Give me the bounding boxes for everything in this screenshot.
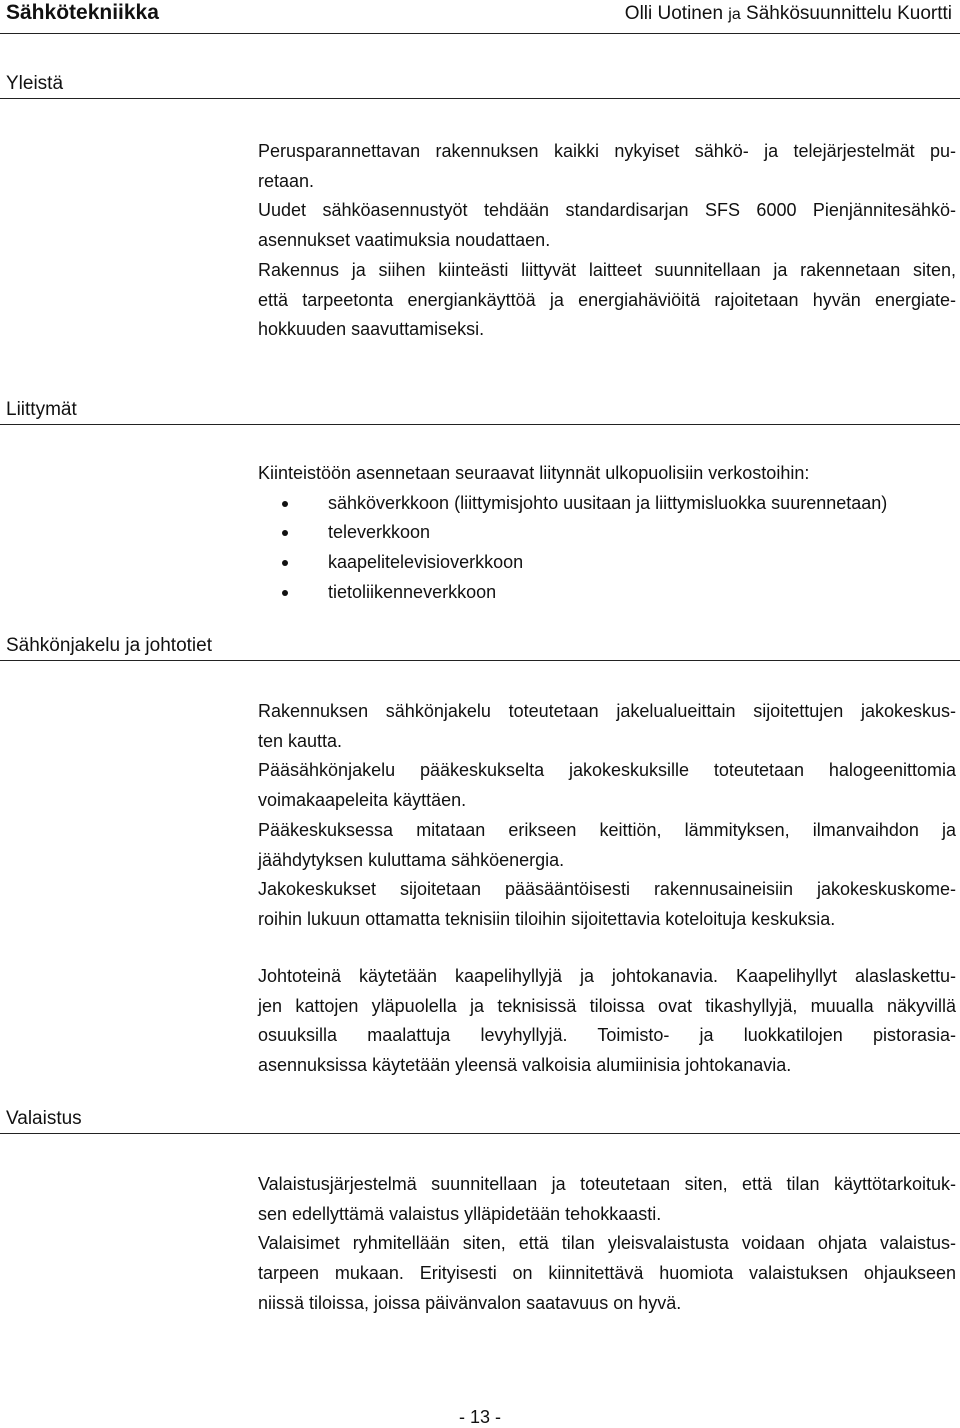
bullet-icon [282, 560, 288, 566]
text-line: Rakennus ja siihen kiinteästi liittyvät laitteet suunnitellaan ja rakennetaan siten, [258, 259, 956, 280]
text-line: Valaisimet ryhmitellään siten, että tilan yleisvalaistusta voidaan ohjata valaistus- [258, 1233, 956, 1254]
text-line: asennukset vaatimuksia noudattaen. [258, 230, 551, 251]
list-item-text: televerkkoon [328, 522, 431, 543]
section-body-sahkonjakelu-para2 [258, 962, 956, 1081]
text-line: Valaistusjärjestelmä suunnitellaan ja toteutetaan siten, että tilan käyttötarkoituk- [258, 1174, 956, 1194]
text-line: Johtoteinä käytetään kaapelihyllyjä ja johtokanavia. Kaapelihyllyt alaslaskettu- [258, 966, 956, 986]
text-line: jen kattojen yläpuolella ja teknisissä tiloissa ovat tikashyllyjä, muualla näkyvillä [258, 995, 956, 1016]
list-item-text: sähköverkkoon (liittymisjohto uusitaan ja liittymisluokka suurennetaan) [328, 492, 888, 513]
text-line: roihin lukuun ottamatta teknisiin tiloihin sijoitettavia koteloituja keskuksia. [258, 908, 836, 929]
text-line: niissä tiloissa, joissa päivänvalon saatavuus on hyvä. [258, 1292, 682, 1313]
text-line: Pääsähkönjakelu pääkeskukselta jakokeskuksille toteutetaan halogeenittomia [258, 760, 956, 781]
page-header [0, 0, 960, 34]
section-body-liittymat [258, 459, 956, 608]
text-line: retaan. [258, 170, 315, 191]
text-line: Uudet sähköasennustyöt tehdään standardisarjan SFS 6000 Pienjännitesähkö- [258, 200, 956, 221]
list-item [258, 518, 956, 548]
text-line: Perusparannettavan rakennuksen kaikki nykyiset sähkö- ja telejärjestelmät pu- [258, 141, 956, 161]
text-line: jäähdytyksen kuluttama sähköenergia. [258, 849, 565, 870]
text-line: sen edellyttämä valaistus ylläpidetään tehokkaasti. [258, 1203, 662, 1224]
bullet-icon [282, 590, 288, 596]
text-line: Jakokeskukset sijoitetaan pääsääntöisesti rakennusaineisiin jakokeskuskome- [258, 879, 956, 900]
list-item-text: tietoliikenneverkkoon [328, 581, 497, 602]
section-heading-valaistus [0, 1105, 960, 1134]
section-heading-text: Valaistus [6, 1108, 82, 1129]
page-number: - 13 - [458, 1407, 501, 1427]
document-author [625, 2, 952, 27]
bullet-list [258, 489, 956, 608]
section-heading-text: Sähkönjakelu ja johtotiet [6, 635, 212, 656]
section-heading-liittymat [0, 396, 960, 425]
text-line: ten kautta. [258, 730, 343, 751]
document-title: Sähkötekniikka [6, 1, 159, 24]
list-item-text: kaapelitelevisioverkkoon [328, 552, 524, 573]
section-heading-text: Yleistä [6, 73, 64, 94]
bullet-icon [282, 530, 288, 536]
section-body-sahkonjakelu-para1 [258, 697, 956, 935]
text-line: tarpeen mukaan. Erityisesti on kiinnitettävä huomiota valaistuksen ohjaukseen [258, 1263, 956, 1284]
text-line: voimakaapeleita käyttäen. [258, 790, 467, 811]
section-heading-text: Liittymät [6, 399, 77, 420]
list-item [258, 578, 956, 608]
bullet-icon [282, 501, 288, 507]
author-company: Sähkösuunnittelu Kuortti [746, 3, 952, 24]
text-line: Rakennuksen sähkönjakelu toteutetaan jakelualueittain sijoitettujen jakokeskus- [258, 701, 956, 721]
section-heading-yleista [0, 70, 960, 99]
author-joiner: ja [728, 6, 741, 23]
text-line: hokkuuden saavuttamiseksi. [258, 319, 485, 340]
text-line: osuuksilla maalattuja levyhyllyjä. Toimisto- ja luokkatilojen pistorasia- [258, 1025, 956, 1046]
author-name: Olli Uotinen [624, 3, 724, 24]
section-heading-sahkonjakelu [0, 632, 960, 661]
section-body-yleista [258, 137, 956, 345]
text-line: että tarpeetonta energiankäyttöä ja energiahäviöitä rajoitetaan hyvän energiate- [258, 289, 956, 310]
list-item [258, 489, 956, 519]
list-item [258, 548, 956, 578]
section-body-valaistus [258, 1170, 956, 1319]
text-line: Kiinteistöön asennetaan seuraavat liitynnät ulkopuolisiin verkostoihin: [258, 463, 810, 483]
text-line: Pääkeskuksessa mitataan erikseen keittiön, lämmityksen, ilmanvaihdon ja [258, 819, 956, 840]
text-line: asennuksissa käytetään yleensä valkoisia alumiinisia johtokanavia. [258, 1055, 792, 1076]
